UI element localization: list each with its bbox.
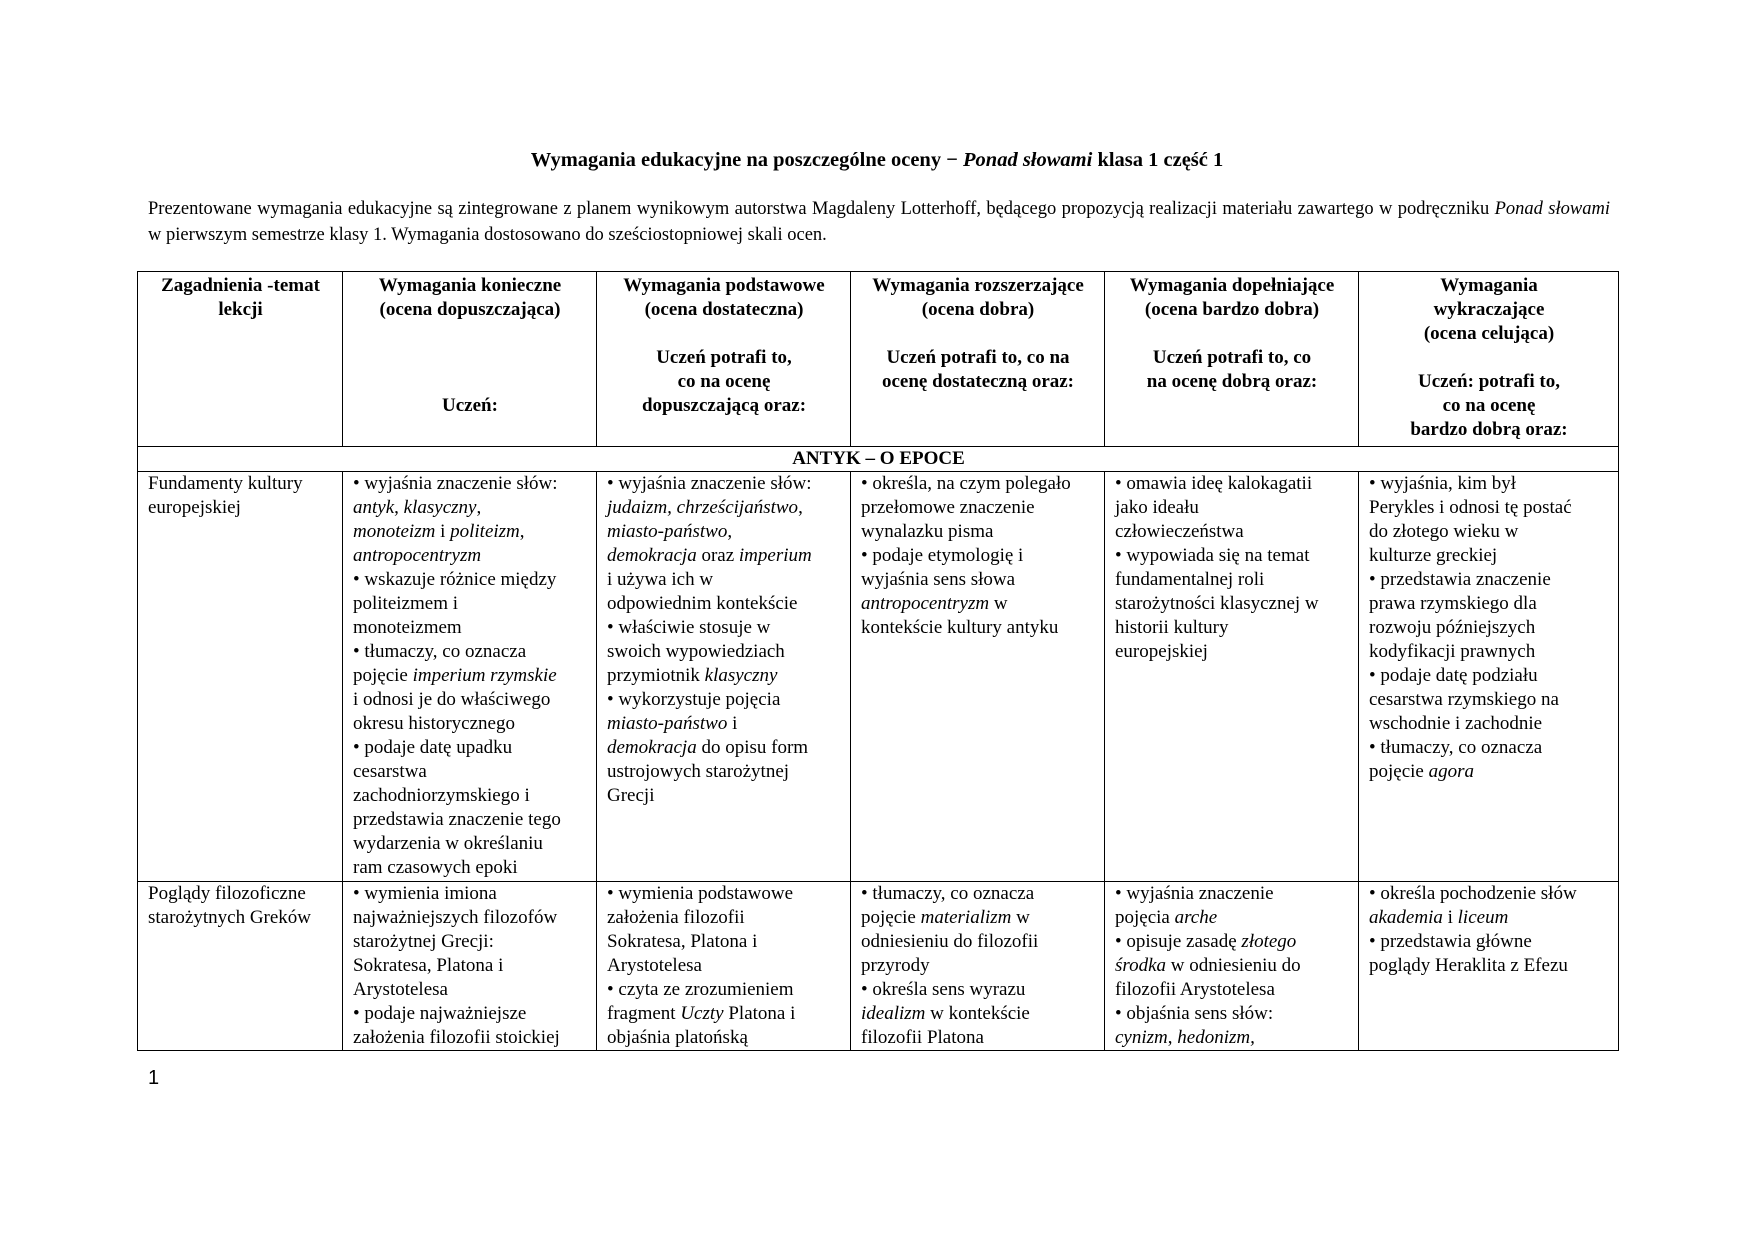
epoch-row [138,447,1619,472]
header-subtitle-line: Uczeń potrafi to, co [1152,347,1312,368]
header-extended [851,272,1105,447]
cell-line: lekcji [218,299,263,320]
complementary-cell [1105,882,1359,1051]
cell-line: Arystotelesa [353,979,448,1000]
cell-line: rozwoju późniejszych [1369,617,1536,638]
cell-line: demokracja do opisu form [607,737,809,758]
cell-line: • wymienia imiona [353,883,497,904]
page-number: 1 [148,1067,160,1089]
cell-line: judaizm, chrześcijaństwo, [607,497,803,518]
basic-cell [597,472,851,882]
beyond-cell [1359,472,1619,882]
header-spacer [353,322,587,346]
cell-line: • wskazuje różnice między [353,569,557,590]
header-title-line: Wymagania podstawowe [623,275,825,296]
cell-line: • wyjaśnia znaczenie słów: [607,473,812,494]
cell-line: ustrojowych starożytnej [607,761,790,782]
cell-line: założenia filozofii stoickiej [353,1027,560,1048]
header-spacer [353,346,587,370]
cell-line: wynalazku pisma [861,521,994,542]
cell-line: politeizmem i [353,593,459,614]
header-title-line: (ocena celująca) [1423,323,1555,344]
topic-cell [138,472,343,882]
extended-cell [851,882,1105,1051]
header-topic [138,272,343,447]
cell-line: założenia filozofii [607,907,745,928]
cell-line: Sokratesa, Platona i [607,931,758,952]
header-required [343,272,597,447]
cell-line: środka w odniesieniu do [1115,955,1301,976]
cell-line: • właściwie stosuje w [607,617,771,638]
cell-line: pojęcie materializm w [861,907,1030,928]
complementary-cell [1105,472,1359,882]
cell-line: ram czasowych epoki [353,857,518,878]
header-subtitle-line: bardzo dobrą oraz: [1410,419,1568,440]
cell-line: • tłumaczy, co oznacza [1369,737,1543,758]
cell-line: • podaje etymologię i [861,545,1024,566]
cell-line: i używa ich w [607,569,714,590]
cell-line: • tłumaczy, co oznacza [353,641,527,662]
cell-line: idealizm w kontekście [861,1003,1030,1024]
cell-line: monoteizm i politeizm, [353,521,525,542]
cell-line: odpowiednim kontekście [607,593,798,614]
cell-line: cesarstwa rzymskiego na [1369,689,1559,710]
cell-line: • wymienia podstawowe [607,883,794,904]
cell-line: • podaje najważniejsze [353,1003,527,1024]
cell-line: przymiotnik klasyczny [607,665,778,686]
header-basic [597,272,851,447]
basic-cell [597,882,851,1051]
header-subtitle-line: co na ocenę [677,371,771,392]
header-title-line: wykraczające [1433,299,1545,320]
intro-part2: w pierwszym semestrze klasy 1. Wymagania dostosowano do sześciostopniowej skali ocen. [148,225,827,245]
header-title-line: Wymagania rozszerzające [872,275,1084,296]
intro-part1: Prezentowane wymagania edukacyjne są zintegrowane z planem wynikowym autorstwa Magdaleny Lotterhoff, będącego propozycją realizacji materiału zawartego w podręczniku [148,199,1495,219]
header-title-line: Wymagania konieczne [378,275,562,296]
header-spacer [1369,346,1609,370]
cell-line: • opisuje zasadę złotego [1115,931,1297,952]
header-subtitle-line: dopuszczającą oraz: [641,395,807,416]
cell-line: przyrody [861,955,930,976]
cell-line: filozofii Platona [861,1027,984,1048]
cell-line: poglądy Heraklita z Efezu [1369,955,1568,976]
cell-line: • objaśnia sens słów: [1115,1003,1274,1024]
header-spacer [1115,322,1349,346]
header-subtitle-line: ocenę dostateczną oraz: [881,371,1075,392]
cell-line: fragment Uczty Platona i [607,1003,796,1024]
header-spacer [607,322,841,346]
cell-line: • czyta ze zrozumieniem [607,979,794,1000]
intro-paragraph [148,196,1610,248]
requirements-table [137,271,1619,1051]
cell-line: • określa, na czym polegało [861,473,1071,494]
cell-line: Sokratesa, Platona i [353,955,504,976]
cell-line: miasto-państwo i [607,713,738,734]
cell-line: człowieczeństwa [1115,521,1244,542]
cell-line: okresu historycznego [353,713,515,734]
header-subtitle-line: na ocenę dobrą oraz: [1146,371,1318,392]
cell-line: wydarzenia w określaniu [353,833,543,854]
header-title-line: (ocena dostateczna) [644,299,804,320]
cell-line: akademia i liceum [1369,907,1509,928]
cell-line: przedstawia znaczenie tego [353,809,561,830]
cell-line: • przedstawia znaczenie [1369,569,1551,590]
cell-line: starożytnych Greków [148,907,312,928]
cell-line: Poglądy filozoficzne [148,883,306,904]
cell-line: • podaje datę upadku [353,737,513,758]
cell-line: Grecji [607,785,655,806]
cell-line: starożytności klasycznej w [1115,593,1319,614]
cell-line: • określa pochodzenie słów [1369,883,1577,904]
header-subtitle-line: Uczeń potrafi to, co na [886,347,1070,368]
cell-line: kodyfikacji prawnych [1369,641,1536,662]
table-row [138,882,1619,1051]
cell-line: • wypowiada się na temat [1115,545,1310,566]
cell-line: demokracja oraz imperium [607,545,812,566]
header-subtitle-line: co na ocenę [1442,395,1536,416]
cell-line: pojęcie imperium rzymskie [353,665,557,686]
header-subtitle-line: Uczeń potrafi to, [656,347,792,368]
cell-line: starożytnej Grecji: [353,931,494,952]
required-cell [343,472,597,882]
cell-line: • tłumaczy, co oznacza [861,883,1035,904]
header-title-line: Wymagania dopełniające [1129,275,1335,296]
cell-line: miasto-państwo, [607,521,733,542]
cell-line: Zagadnienia -temat [161,275,320,296]
title-suffix: klasa 1 część 1 [1092,149,1224,171]
epoch-label: ANTYK – O EPOCE [138,447,1619,472]
cell-line: europejskiej [1115,641,1208,662]
cell-line: • przedstawia główne [1369,931,1532,952]
cell-line: Arystotelesa [607,955,702,976]
extended-cell [851,472,1105,882]
required-cell [343,882,597,1051]
header-beyond [1359,272,1619,447]
cell-line: wyjaśnia sens słowa [861,569,1016,590]
cell-line: objaśnia platońską [607,1027,748,1048]
cell-line: odniesieniu do filozofii [861,931,1039,952]
cell-line: swoich wypowiedziach [607,641,785,662]
cell-line: jako ideału [1115,497,1199,518]
cell-line: Perykles i odnosi tę postać [1369,497,1572,518]
table-row [138,472,1619,882]
cell-line: zachodniorzymskiego i [353,785,530,806]
cell-line: historii kultury [1115,617,1229,638]
header-complementary [1105,272,1359,447]
header-title-line: (ocena bardzo dobra) [1144,299,1320,320]
beyond-cell [1359,882,1619,1051]
title-prefix: Wymagania edukacyjne na poszczególne oceny − [530,149,964,171]
title-book-name: Ponad słowami [963,149,1093,171]
cell-line: • wyjaśnia, kim był [1369,473,1517,494]
cell-line: Fundamenty kultury [148,473,303,494]
cell-line: monoteizmem [353,617,462,638]
cell-line: cesarstwa [353,761,427,782]
header-title-line: (ocena dobra) [921,299,1035,320]
cell-line: • wyjaśnia znaczenie [1115,883,1274,904]
header-spacer [861,322,1095,346]
cell-line: antropocentryzm w [861,593,1008,614]
header-title-line: Wymagania [1440,275,1538,296]
cell-line: przełomowe znaczenie [861,497,1035,518]
cell-line: • omawia ideę kalokagatii [1115,473,1313,494]
cell-line: prawa rzymskiego dla [1369,593,1537,614]
cell-line: do złotego wieku w [1369,521,1519,542]
topic-cell [138,882,343,1051]
cell-line: pojęcie agora [1369,761,1475,782]
cell-line: pojęcia arche [1115,907,1218,928]
cell-line: antyk, klasyczny, [353,497,482,518]
cell-line: filozofii Arystotelesa [1115,979,1275,1000]
cell-line: antropocentryzm [353,545,482,566]
cell-line: europejskiej [148,497,241,518]
cell-line: kontekście kultury antyku [861,617,1059,638]
cell-line: i odnosi je do właściwego [353,689,551,710]
cell-line: najważniejszych filozofów [353,907,558,928]
cell-line: • wykorzystuje pojęcia [607,689,781,710]
header-row [138,272,1619,447]
header-subtitle-line: Uczeń: [442,395,498,416]
cell-line: kulturze greckiej [1369,545,1498,566]
intro-book-name: Ponad słowami [1494,199,1610,219]
cell-line: • wyjaśnia znaczenie słów: [353,473,558,494]
cell-line: • podaje datę podziału [1369,665,1538,686]
document-title [0,148,1754,172]
cell-line: • określa sens wyrazu [861,979,1026,1000]
cell-line: wschodnie i zachodnie [1369,713,1543,734]
header-spacer [353,370,587,394]
header-title-line: (ocena dopuszczająca) [379,299,561,320]
cell-line: fundamentalnej roli [1115,569,1265,590]
cell-line: cynizm, hedonizm, [1115,1027,1255,1048]
header-subtitle-line: Uczeń: potrafi to, [1418,371,1560,392]
